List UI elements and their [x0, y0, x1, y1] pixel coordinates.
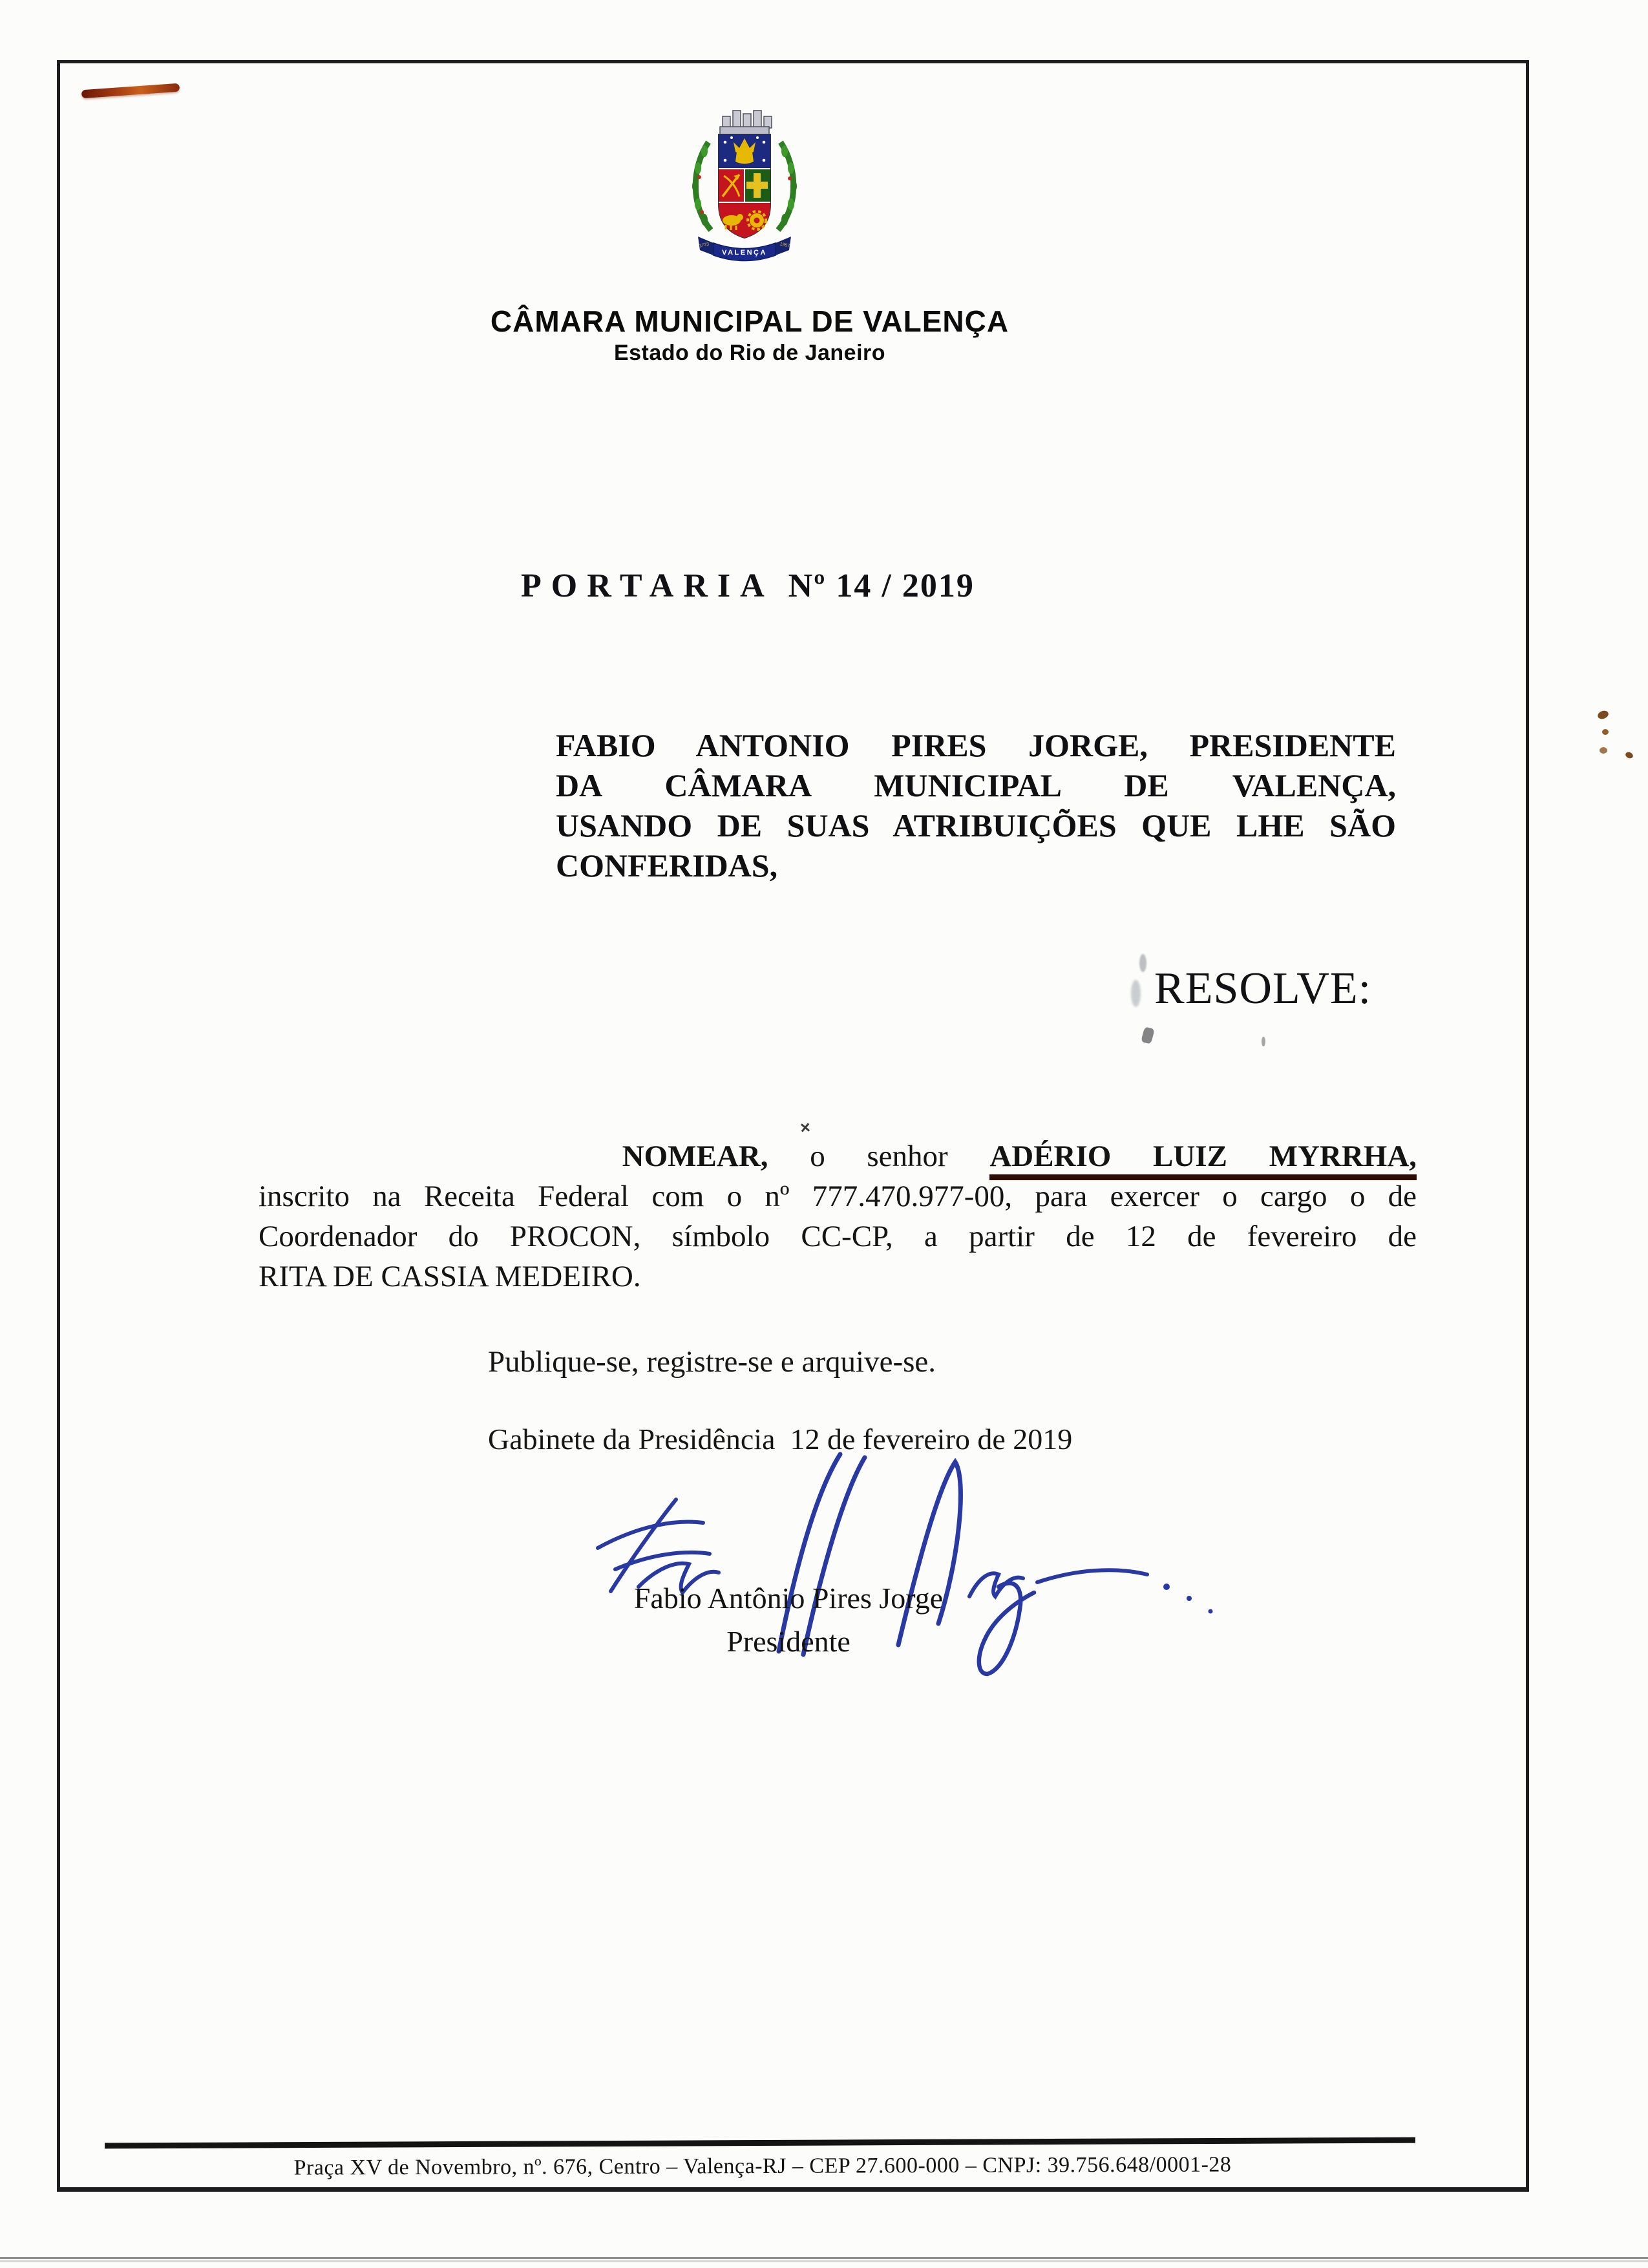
preamble-line: FABIO ANTONIO PIRES JORGE, PRESIDENTE [556, 727, 1396, 763]
valenca-coat-of-arms-icon [680, 101, 809, 262]
resolution-line [259, 1136, 1417, 1176]
preamble-line: USANDO DE SUAS ATRIBUIÇÕES QUE LHE SÃO [556, 807, 1396, 843]
appointee-name-comma: , [1409, 1139, 1417, 1173]
scan-smudge [1262, 1037, 1265, 1046]
motto-ribbon-icon [698, 237, 791, 261]
document-title-number: Nº 14 / 2019 [788, 567, 975, 604]
resolution-line: inscrito na Receita Federal com o nº 777.470.977-00, para exercer o cargo o de [259, 1180, 1417, 1213]
publish-line: Publique-se, registre-se e arquive-se. [488, 1345, 936, 1379]
crest-banner-text: VALENÇA [722, 249, 767, 257]
scan-bottom-edge [0, 2257, 1648, 2259]
ink-speck [800, 1122, 810, 1132]
ink-speck [1602, 729, 1609, 735]
scan-page-border [57, 60, 1529, 2192]
cabinet-date-line: Gabinete da Presidência 12 de fevereiro de 2019 [488, 1423, 1073, 1456]
scan-smudge [1131, 980, 1141, 1007]
preamble-line: DA CÂMARA MUNICIPAL DE VALENÇA, [556, 767, 1396, 803]
ink-speck [1625, 751, 1634, 759]
mural-crown-icon [720, 111, 772, 135]
resolution-paragraph [259, 1136, 1417, 1297]
org-subtitle: Estado do Rio de Janeiro [613, 341, 886, 365]
signer-role: Presidente [726, 1625, 850, 1658]
resolution-line: RITA DE CASSIA MEDEIRO. [259, 1260, 641, 1293]
preamble-line: CONFERIDAS, [556, 847, 778, 884]
scan-smudge [1139, 954, 1146, 972]
resolution-middle-text: o senhor [810, 1139, 948, 1173]
appointee-name: ADÉRIO LUIZ MYRRHA [989, 1139, 1410, 1173]
nomear-lead: NOMEAR, [622, 1139, 768, 1173]
resolve-heading: RESOLVE: [1154, 964, 1372, 1013]
crest-year-left: 1723 [699, 242, 710, 249]
document-title [521, 567, 975, 606]
crest-year-right: 1857 [779, 242, 790, 249]
preamble-paragraph [556, 725, 1396, 885]
ink-speck [1596, 709, 1609, 720]
shield-icon [719, 134, 770, 238]
signer-name: Fabio Antônio Pires Jorge [633, 1582, 944, 1615]
document-title-word: PORTARIA [521, 567, 774, 604]
footer-address: Praça XV de Novembro, nº. 676, Centro – Valença-RJ – CEP 27.600-000 – CNPJ: 39.756.648/0001-28 [293, 2152, 1232, 2180]
org-title: CÂMARA MUNICIPAL DE VALENÇA [490, 304, 1009, 338]
appointee-name-underlined [989, 1139, 1417, 1180]
ink-speck [1600, 747, 1607, 754]
resolution-line: Coordenador do PROCON, símbolo CC-CP, a partir de 12 de fevereiro de [259, 1220, 1417, 1253]
